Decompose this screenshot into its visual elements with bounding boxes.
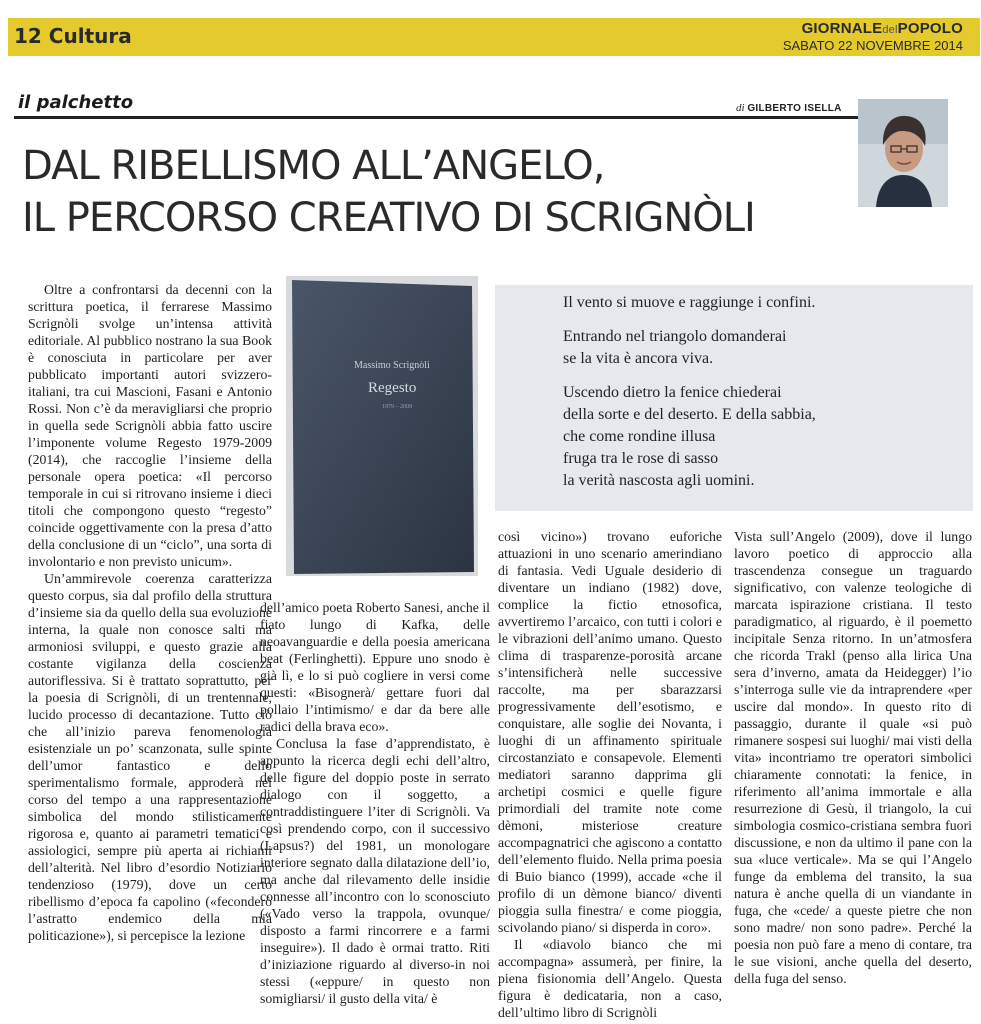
article-headline: DAL RIBELLISMO ALL’ANGELO, IL PERCORSO CREATIVO DI SCRIGNÒLI bbox=[22, 143, 755, 241]
article-paragraph: Il «diavolo bianco che mi accompagna» assumerà, per finire, la piena fisionomia dell’Angelo. Questa figura è dedicataria, non a caso, dell’ultimo libro di Scrignòli bbox=[498, 937, 722, 1020]
article-paragraph: dell’amico poeta Roberto Sanesi, anche il fiato lungo di Kafka, delle neoavanguardie e della poesia americana beat (Ferlinghetti). Eppure uno snodo è già lì, e lo si può cogliere in versi come questi: «Bisognerà/ gettare fuori dal pollaio l’intimismo/ e dar da bere alle radici della brava eco». bbox=[260, 600, 490, 734]
poem-stanza bbox=[563, 326, 963, 370]
poem-line: Il vento si muove e raggiunge i confini. bbox=[563, 294, 816, 311]
book-cover-image bbox=[286, 276, 478, 576]
masthead bbox=[783, 20, 963, 53]
poem-line: fruga tra le rose di sasso bbox=[563, 450, 719, 467]
poem-line: Entrando nel triangolo domanderai bbox=[563, 328, 787, 345]
rubric-title: il palchetto bbox=[18, 92, 134, 113]
book-cover-author: Massimo Scrignòli bbox=[354, 360, 430, 371]
article-column-3 bbox=[498, 528, 722, 1021]
article-paragraph: Conclusa la fase d’apprendistato, è appunto la ricerca degli echi dell’altro, delle figure del doppio poste in serrato dialogo con il soggetto, a contraddistinguere l’iter di Scrignòli. Va così prendendo corpo, con il successivo (Lapsus?) del 1981, un monologare interiore segnato dalla dilatazione dell’io, ma anche dal rilevamento delle insidie connesse all’incontro con lo sconosciuto («Vado verso la trappola, ovunque/ disposto a farmi rincorrere e a farmi inseguire»). Il dado è ormai tratto. Riti d’iniziazione riguardo al diverso-in noi stessi («eppure/ in questo non somigliarsi/ il gusto della vita/ è bbox=[260, 736, 490, 1006]
article-column-1 bbox=[28, 281, 272, 944]
article-paragraph: così vicino») trovano euforiche attuazioni in uno scenario amerindiano di fantasia. Vedi Uguale desiderio di diventare un indiano (1982) dove, complice la fictio etnosofica, avvertiremo l’arcaico, con tutti i colori e le vibrazioni dell’animo umano. Questo clima di trasparenze-porosità arcane s’intensificherà nelle successive raccolte, ma per sbarazzarsi progressivamente dell’esotismo, e conquistare, alle soglie dei Novanta, i luoghi di un affinamento spirituale circostanziato e consapevole. Elementi mediatori saranno dapprima gli archetipi cosmici e quelle figure primordiali del tramite note come dèmoni, misteriose creature accompagnatrici che agiscono a contatto dell’elemento fluido. Nella prima poesia di Buio bianco (1999), accade «che il profilo di un dèmone bianco/ diventi pioggia sulla finestra/ e come pioggia, scivolando piano/ si disperda in coro». bbox=[498, 529, 722, 935]
article-column-2 bbox=[260, 599, 490, 1007]
article-paragraph: Un’ammirevole coerenza caratterizza questo corpus, sia dal profilo della struttura d’insieme sia da quello della sua evoluzione interna, la quale non conosce salti ma armoniosi sviluppi, e questo grazie alla costante vigilanza della coscienza autoriflessiva. Si è trattato soprattutto, per la poesia di Scrignòli, di un trentennale, lucido processo di decantazione. Tutto ciò che all’inizio pareva fenomenologia esistenziale un po’ scanzonata, sulle spinte dell’umor fantastico e dello sperimentalismo formale, approderà nel corso del tempo a una rappresentazione simbolica del mondo stilisticamente rigorosa e, quanto ai parametri tematici e assiologici, sempre più aperta ai richiami dell’alterità. Nel libro d’esordio Notiziario tendenzioso (1979), dove un certo ribellismo d’epoca fa capolino («feconderò l’astratto endemico della mia politicazione»), si percepisce la lezione bbox=[28, 571, 272, 943]
poem-stanza bbox=[563, 382, 963, 492]
book-cover-years: 1979 – 2009 bbox=[382, 404, 412, 410]
book-cover-title: Regesto bbox=[368, 380, 417, 396]
poem-line: se la vita è ancora viva. bbox=[563, 350, 714, 367]
newspaper-name: GIORNALEdelPOPOLO bbox=[801, 20, 963, 37]
author-photo bbox=[858, 99, 948, 207]
poem-line: la verità nascosta agli uomini. bbox=[563, 472, 755, 489]
article-paragraph: Vista sull’Angelo (2009), dove il lungo lavoro poetico di approccio alla trascendenza consegue un traguardo significativo, con valenze teologiche di marcata ispirazione cristiana. Il testo paradigmatico, al riguardo, è il poemetto incipitale Senza ritorno. In un’atmosfera che ricorda Trakl (penso alla lirica Una sera d’inverno, amata da Heidegger) l’io s’interroga sulle vie da intraprendere «per uscire dal mondo». In questo rito di passaggio, durante il quale «si può rimanere sospesi sui luoghi/ mai visti della vita» incontriamo tre operatori simbolici chiaramente connotati: la fenice, in riferimento all’anima immortale e alla resurrezione di Gesù, il triangolo, la cui simbologia cosmico-cristiana sembra fuori discussione, e non da ultimo il pane con la sua «luce verticale». Ma se qui l’Angelo funge da emblema del transito, la sua natura è anche quella di un viandante in fuga, che «cede/ a queste pietre che non sono madre/ non sono padre». Perché la poesia non può fare a meno di contare, tra le sue visioni, anche quella del deserto, della fuga del senso. bbox=[734, 529, 972, 986]
poem-excerpt bbox=[563, 292, 963, 504]
poem-stanza bbox=[563, 292, 963, 314]
poem-line: della sorte e del deserto. E della sabbia, bbox=[563, 406, 816, 423]
poem-line: che come rondine illusa bbox=[563, 428, 716, 445]
issue-date: SABATO 22 NOVEMBRE 2014 bbox=[782, 38, 963, 53]
rubric-divider bbox=[14, 116, 862, 119]
section-title: 12 Cultura bbox=[14, 24, 132, 48]
article-paragraph: Oltre a confrontarsi da decenni con la scrittura poetica, il ferrarese Massimo Scrignòli svolge un’intensa attività editoriale. Al pubblico nostrano la sua Book è conosciuta in particolare per aver pubblicato importanti autori svizzero-italiani, tra cui Mascioni, Fasani e Antonio Rossi. Non c’è da meravigliarsi che proprio in quella sede Scrignòli abbia fatto uscire l’imponente volume Regesto 1979-2009 (2014), che raccoglie l’insieme della personale opera poetica: «Il percorso temporale in cui si ritrovano insieme i dieci titoli che compongono questo “regesto” coincide oggettivamente con la presa d’atto della conclusione di un “ciclo”, una sorta di involontario e non previsto unicum». bbox=[28, 282, 272, 569]
article-column-4 bbox=[734, 528, 972, 987]
poem-line: Uscendo dietro la fenice chiederai bbox=[563, 384, 782, 401]
byline: di GILBERTO ISELLA bbox=[736, 102, 842, 114]
